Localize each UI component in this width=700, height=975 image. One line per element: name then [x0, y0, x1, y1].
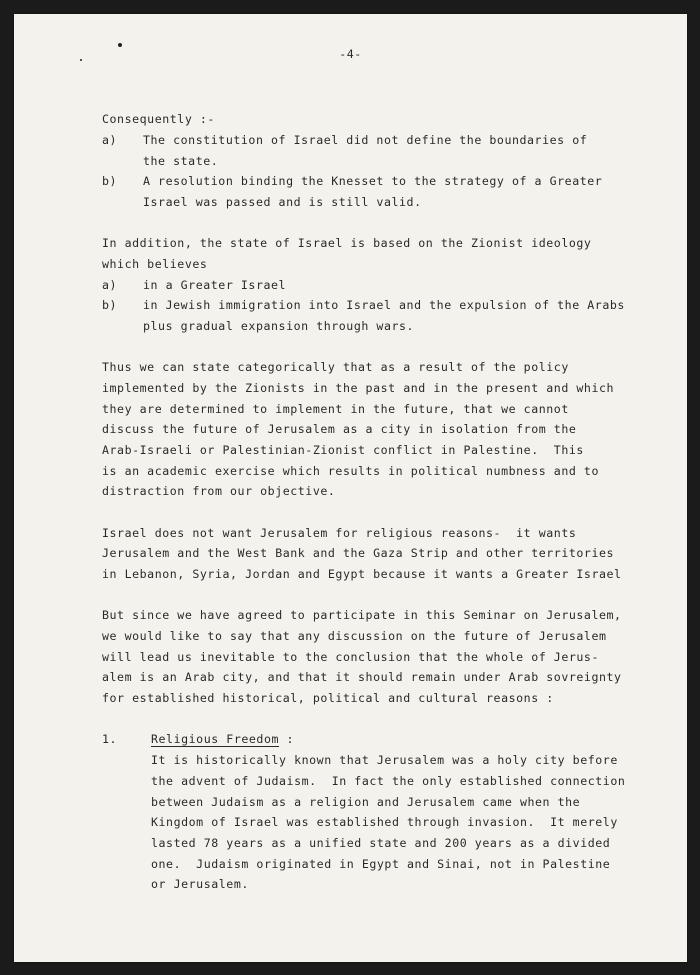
paragraph-line: But since we have agreed to participate in this Seminar on Jerusalem, — [102, 608, 622, 622]
list-item-a-line: in a Greater Israel — [143, 278, 287, 292]
paragraph-line: Thus we can state categorically that as a result of the policy — [102, 360, 569, 374]
paragraph-line: Arab-Israeli or Palestinian-Zionist conflict in Palestine. This — [102, 443, 584, 457]
paragraph-line: will lead us inevitable to the conclusion that the whole of Jerus- — [102, 650, 599, 664]
list-label-a: a) — [102, 278, 118, 292]
list-item-a-line: the state. — [143, 154, 219, 168]
list-label-a: a) — [102, 133, 118, 147]
list-item-a-line: The constitution of Israel did not define the boundaries of — [143, 133, 588, 147]
section-line: the advent of Judaism. In fact the only established connection — [151, 774, 626, 788]
list-item-b-line: plus gradual expansion through wars. — [143, 319, 415, 333]
paragraph-line: implemented by the Zionists in the past and in the present and which — [102, 381, 615, 395]
page-number: -4- — [339, 47, 362, 61]
section-line: between Judaism as a religion and Jerusalem came when the — [151, 795, 581, 809]
document-page — [14, 14, 687, 962]
list-label-b: b) — [102, 174, 118, 188]
section-number: 1. — [102, 732, 118, 746]
paragraph-line: they are determined to implement in the future, that we cannot — [102, 402, 569, 416]
list-item-b-line: Israel was passed and is still valid. — [143, 195, 422, 209]
paragraph-line: which believes — [102, 257, 208, 271]
paragraph-intro: Consequently :- — [102, 112, 215, 126]
paragraph-line: alem is an Arab city, and that it should remain under Arab sovreignty — [102, 670, 622, 684]
section-heading-suffix: : — [279, 732, 295, 746]
section-line: Kingdom of Israel was established through invasion. It merely — [151, 815, 618, 829]
paragraph-line: we would like to say that any discussion on the future of Jerusalem — [102, 629, 607, 643]
paragraph-line: discuss the future of Jerusalem as a city in isolation from the — [102, 422, 577, 436]
list-label-b: b) — [102, 298, 118, 312]
list-item-b-line: in Jewish immigration into Israel and the expulsion of the Arabs — [143, 298, 625, 312]
paragraph-line: is an academic exercise which results in political numbness and to — [102, 464, 599, 478]
paragraph-line: In addition, the state of Israel is based on the Zionist ideology — [102, 236, 592, 250]
paragraph-line: distraction from our objective. — [102, 484, 336, 498]
paragraph-line: Israel does not want Jerusalem for religious reasons- it wants — [102, 526, 577, 540]
section-line: lasted 78 years as a unified state and 200 years as a divided — [151, 836, 611, 850]
section-heading — [151, 729, 294, 750]
paragraph-line: in Lebanon, Syria, Jordan and Egypt because it wants a Greater Israel — [102, 567, 622, 581]
section-heading-text: Religious Freedom — [151, 732, 280, 746]
section-line: or Jerusalem. — [151, 877, 249, 891]
section-line: one. Judaism originated in Egypt and Sinai, not in Palestine — [151, 857, 611, 871]
section-line: It is historically known that Jerusalem was a holy city before — [151, 753, 618, 767]
paragraph-line: for established historical, political and cultural reasons : — [102, 691, 554, 705]
paragraph-line: Jerusalem and the West Bank and the Gaza Strip and other territories — [102, 546, 615, 560]
list-item-b-line: A resolution binding the Knesset to the strategy of a Greater — [143, 174, 603, 188]
